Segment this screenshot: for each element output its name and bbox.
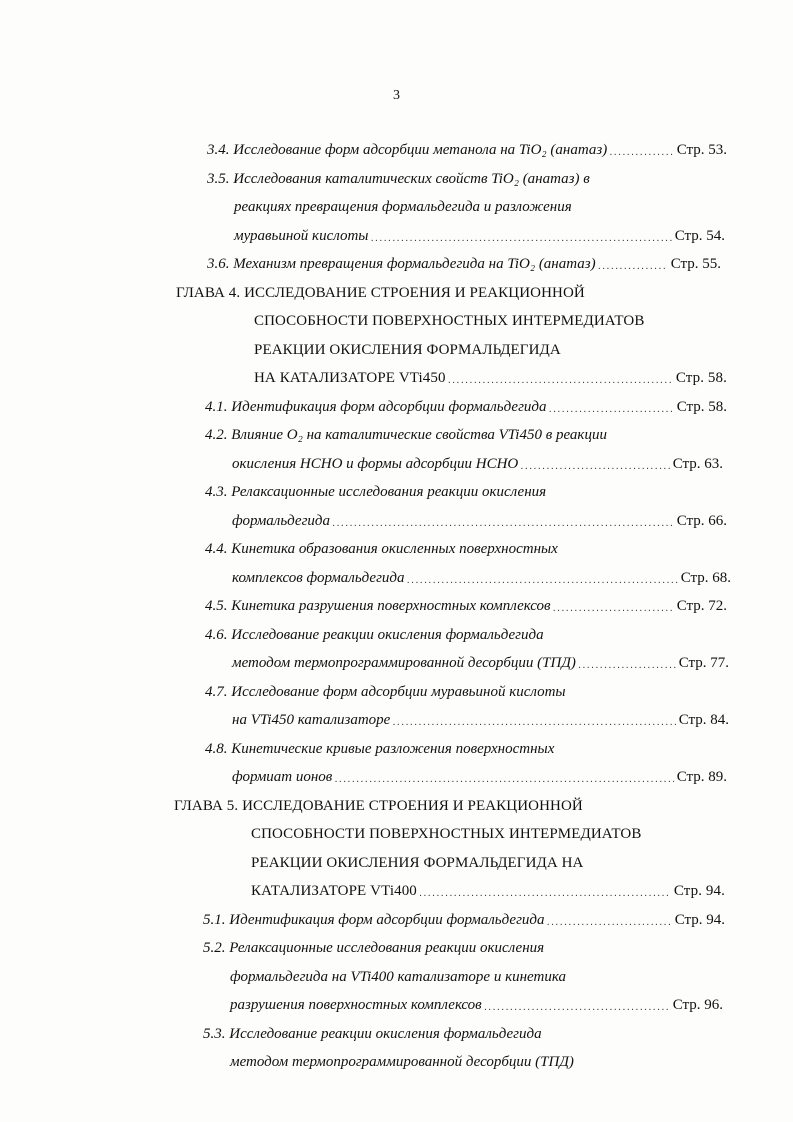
toc-page-ref: Стр. 55.	[670, 256, 721, 272]
leader-dots	[407, 570, 678, 586]
toc-line	[0, 792, 793, 821]
toc-line	[0, 279, 793, 308]
toc-line	[0, 877, 793, 906]
toc-entry-text: Кинетические кривые разложения поверхностных	[231, 740, 555, 757]
toc-entry-text: формиат ионов	[232, 769, 333, 785]
toc-entry-text: Кинетика образования окисленных поверхностных	[231, 541, 558, 557]
leader-dots	[549, 399, 674, 415]
toc-line	[0, 649, 793, 678]
toc-page-ref: Стр. 96.	[672, 997, 723, 1013]
toc-line	[0, 763, 793, 792]
table-of-contents	[0, 136, 793, 1077]
toc-line	[0, 193, 793, 222]
toc-entry-text: окисления HCHO и формы адсорбции HCHO	[232, 455, 519, 472]
toc-chapter-number: ГЛАВА 4.	[176, 284, 241, 301]
toc-chapter-title: НА КАТАЛИЗАТОРЕ VTi450	[254, 370, 446, 386]
toc-section-number: 4.8.	[205, 740, 228, 757]
toc-line	[0, 621, 793, 650]
toc-entry-text: разрушения поверхностных комплексов	[230, 997, 482, 1013]
leader-dots	[334, 769, 673, 785]
toc-line	[0, 963, 793, 992]
leader-dots	[609, 142, 674, 158]
toc-entry-text: Исследования каталитических свойств TiO₂ (анатаз) в	[233, 170, 590, 187]
toc-line	[0, 934, 793, 963]
toc-line	[0, 678, 793, 707]
toc-line	[0, 336, 793, 365]
toc-section-number: 4.4.	[205, 541, 228, 557]
toc-line	[0, 364, 793, 393]
toc-line	[0, 393, 793, 422]
toc-entry-text: методом термопрограммированной десорбции (ТПД)	[232, 655, 576, 671]
toc-entry-text: методом термопрограммированной десорбции (ТПД)	[230, 1054, 574, 1070]
toc-page-ref: Стр. 66.	[676, 512, 727, 529]
toc-entry-text: Идентификация форм адсорбции формальдегида	[231, 398, 547, 415]
toc-entry-text: комплексов формальдегида	[232, 569, 405, 586]
toc-entry-text: на VTi450 катализаторе	[232, 712, 391, 728]
toc-entry-text: Исследование форм адсорбции метанола на TiO₂ (анатаз)	[233, 142, 608, 158]
toc-page-ref: Стр. 89.	[676, 769, 727, 785]
toc-entry-text: муравьиной кислоты	[234, 227, 369, 244]
toc-page-ref: Стр. 94.	[673, 883, 725, 899]
toc-page-ref: Стр. 54.	[674, 227, 725, 244]
toc-chapter-title: РЕАКЦИИ ОКИСЛЕНИЯ ФОРМАЛЬДЕГИДА	[254, 341, 561, 358]
toc-line	[0, 307, 793, 336]
leader-dots	[392, 712, 675, 728]
toc-entry-text: Релаксационные исследования реакции окисления	[231, 484, 547, 500]
toc-line	[0, 706, 793, 735]
toc-line	[0, 592, 793, 621]
toc-line	[0, 735, 793, 764]
toc-section-number: 4.7.	[205, 683, 228, 700]
toc-entry-text: Механизм превращения формальдегида на TiO₂ (анатаз)	[233, 256, 596, 272]
toc-entry-text: реакциях превращения формальдегида и разложения	[234, 199, 572, 215]
toc-section-number: 4.1.	[205, 398, 228, 415]
toc-page-ref: Стр. 84.	[678, 712, 729, 728]
toc-entry-text: формальдегида на VTi400 катализаторе и кинетика	[230, 968, 566, 985]
toc-page-ref: Стр. 63.	[672, 455, 723, 472]
toc-line	[0, 478, 793, 507]
toc-section-number: 4.6.	[205, 626, 228, 643]
leader-dots	[547, 912, 672, 928]
leader-dots	[370, 228, 671, 244]
toc-entry-text: Исследование форм адсорбции муравьиной кислоты	[231, 683, 566, 700]
toc-line	[0, 222, 793, 251]
leader-dots	[578, 655, 676, 671]
toc-section-number: 3.6.	[207, 256, 230, 272]
leader-dots	[598, 256, 668, 272]
leader-dots	[448, 370, 673, 386]
toc-page-ref: Стр. 68.	[680, 569, 731, 586]
toc-chapter-title: ИССЛЕДОВАНИЕ СТРОЕНИЯ И РЕАКЦИОННОЙ	[244, 284, 585, 301]
toc-page-ref: Стр. 58.	[676, 398, 727, 415]
toc-chapter-title: РЕАКЦИИ ОКИСЛЕНИЯ ФОРМАЛЬДЕГИДА НА	[251, 854, 584, 871]
toc-line	[0, 421, 793, 450]
toc-line	[0, 250, 793, 279]
toc-line	[0, 849, 793, 878]
leader-dots	[484, 997, 670, 1013]
toc-line	[0, 1048, 793, 1077]
toc-section-number: 5.3.	[203, 1025, 226, 1042]
toc-entry-text: Влияние O₂ на каталитические свойства VTi450 в реакции	[231, 427, 607, 443]
toc-section-number: 4.3.	[205, 484, 228, 500]
leader-dots	[332, 513, 674, 529]
toc-page-ref: Стр. 77.	[678, 655, 729, 671]
toc-section-number: 4.2.	[205, 427, 228, 443]
toc-line	[0, 136, 793, 165]
toc-chapter-title: СПОСОБНОСТИ ПОВЕРХНОСТНЫХ ИНТЕРМЕДИАТОВ	[251, 826, 642, 842]
toc-page-ref: Стр. 72.	[676, 598, 727, 614]
toc-chapter-title: КАТАЛИЗАТОРЕ VTi400	[251, 883, 417, 899]
toc-page-ref: Стр. 94.	[674, 911, 725, 928]
leader-dots	[553, 598, 674, 614]
toc-line	[0, 450, 793, 479]
toc-entry-text: Исследование реакции окисления формальдегида	[229, 1025, 542, 1042]
toc-line	[0, 820, 793, 849]
toc-chapter-title: ИССЛЕДОВАНИЕ СТРОЕНИЯ И РЕАКЦИОННОЙ	[242, 797, 583, 814]
leader-dots	[419, 883, 671, 899]
toc-entry-text: формальдегида	[232, 512, 331, 529]
toc-section-number: 5.1.	[203, 911, 226, 928]
toc-line	[0, 564, 793, 593]
toc-page-ref: Стр. 53.	[676, 142, 727, 158]
toc-chapter-title: СПОСОБНОСТИ ПОВЕРХНОСТНЫХ ИНТЕРМЕДИАТОВ	[254, 313, 645, 329]
toc-entry-text: Релаксационные исследования реакции окисления	[229, 940, 545, 956]
toc-line	[0, 535, 793, 564]
toc-section-number: 4.5.	[205, 598, 228, 614]
page-number: 3	[393, 88, 400, 103]
toc-line	[0, 991, 793, 1020]
toc-section-number: 5.2.	[203, 940, 226, 956]
toc-line	[0, 1020, 793, 1049]
toc-section-number: 3.4.	[207, 142, 230, 158]
toc-line	[0, 165, 793, 194]
toc-entry-text: Идентификация форм адсорбции формальдегида	[229, 911, 545, 928]
leader-dots	[520, 456, 669, 472]
toc-line	[0, 906, 793, 935]
toc-entry-text: Исследование реакции окисления формальдегида	[231, 626, 544, 643]
toc-entry-text: Кинетика разрушения поверхностных комплексов	[231, 598, 551, 614]
toc-section-number: 3.5.	[207, 170, 230, 187]
toc-page-ref: Стр. 58.	[675, 370, 727, 386]
toc-line	[0, 507, 793, 536]
toc-chapter-number: ГЛАВА 5.	[174, 797, 239, 814]
